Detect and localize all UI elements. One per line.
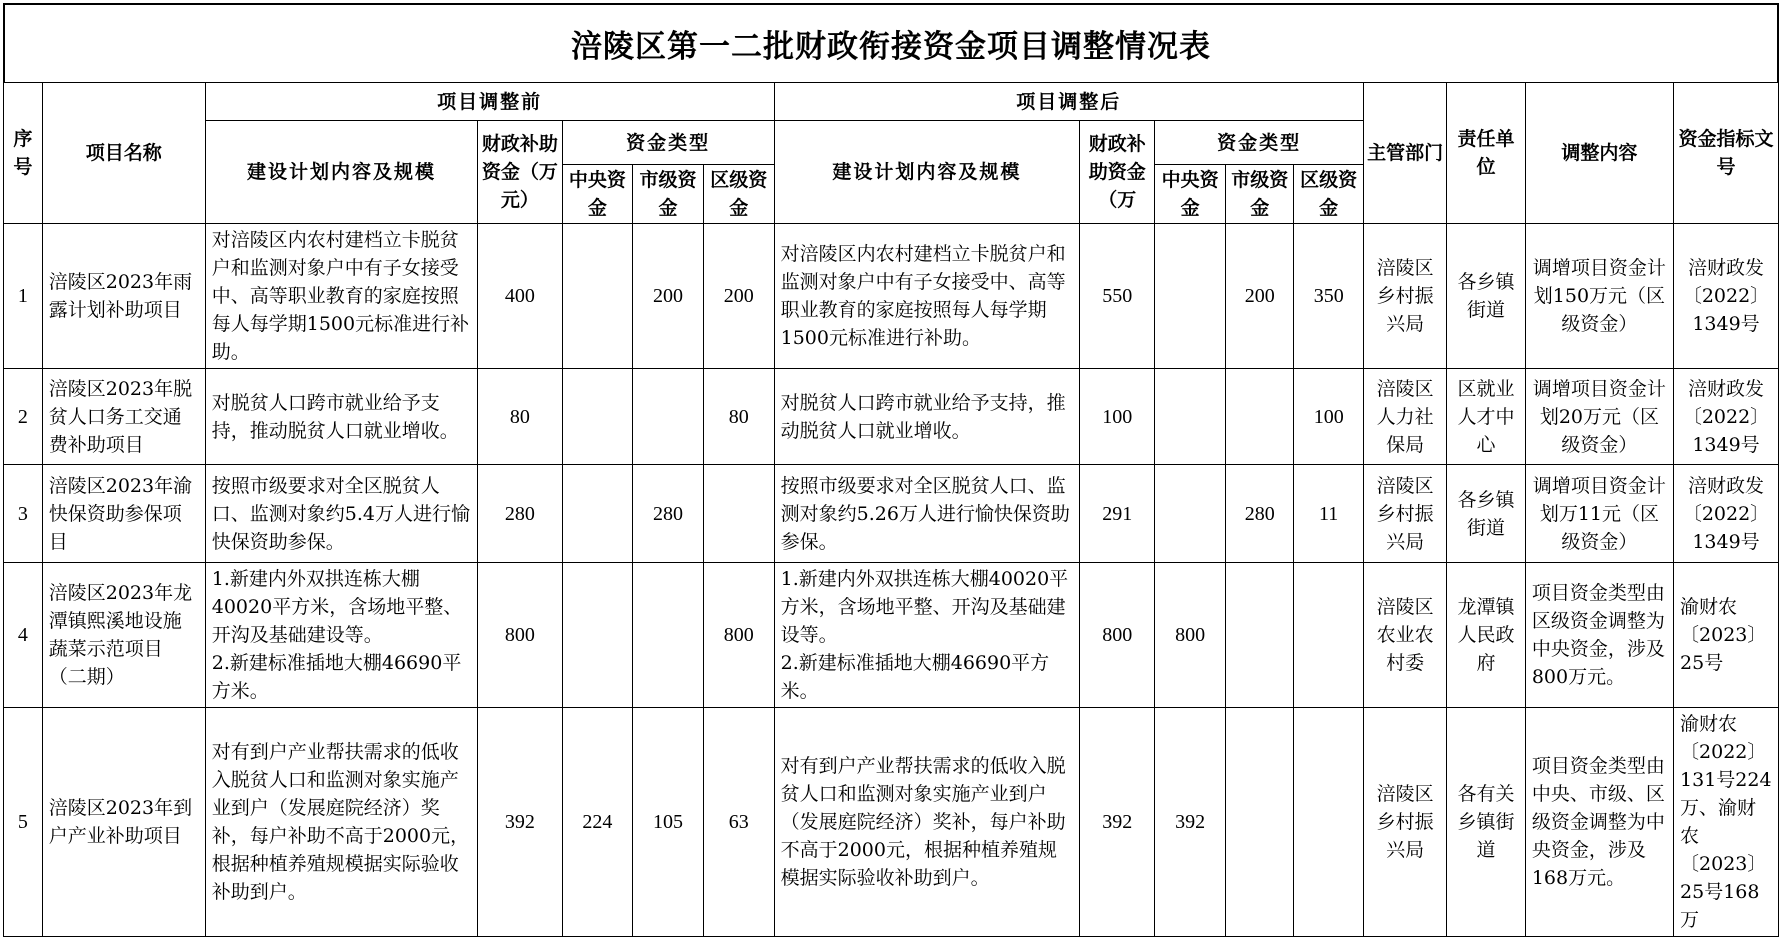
row-district-before: 200: [703, 224, 774, 369]
row-unit: 龙潭镇人民政府: [1447, 563, 1526, 708]
row-fund-before: 392: [478, 708, 562, 937]
row-central-before: [562, 563, 633, 708]
row-fund-before: 400: [478, 224, 562, 369]
row-plan-before: 对涪陵区内农村建档立卡脱贫户和监测对象户中有子女接受中、高等职业教育的家庭按照每人每学期1500元标准进行补助。: [205, 224, 477, 369]
row-central-after: [1155, 465, 1226, 563]
row-district-after: 11: [1294, 465, 1364, 563]
row-district-after: 100: [1294, 369, 1364, 465]
row-central-after: [1155, 224, 1226, 369]
header-seq: 序号: [4, 83, 43, 224]
header-plan-before: 建设计划内容及规模: [205, 121, 477, 224]
row-city-before: [633, 563, 704, 708]
row-plan-before: 对脱贫人口跨市就业给予支持，推动脱贫人口就业增收。: [205, 369, 477, 465]
row-city-after: [1226, 563, 1294, 708]
header-city-after: 市级资金: [1226, 165, 1294, 224]
row-central-after: 800: [1155, 563, 1226, 708]
header-dept: 主管部门: [1363, 83, 1446, 224]
row-dept: 涪陵区农业农村委: [1363, 563, 1446, 708]
row-dept: 涪陵区乡村振兴局: [1363, 708, 1446, 937]
header-adjust: 调整内容: [1525, 83, 1673, 224]
row-seq: 2: [4, 369, 43, 465]
header-type-before: 资金类型: [562, 121, 774, 165]
row-plan-after: 按照市级要求对全区脱贫人口、监测对象约5.26万人进行愉快保资助参保。: [774, 465, 1079, 563]
row-fund-before: 280: [478, 465, 562, 563]
row-project-name: 涪陵区2023年脱贫人口务工交通费补助项目: [42, 369, 205, 465]
row-unit: 各有关乡镇街道: [1447, 708, 1526, 937]
row-dept: 涪陵区人力社保局: [1363, 369, 1446, 465]
header-central-after: 中央资金: [1155, 165, 1226, 224]
header-central-before: 中央资金: [562, 165, 633, 224]
row-unit: 区就业人才中心: [1447, 369, 1526, 465]
row-plan-before: [205, 563, 477, 708]
plan-line: 2.新建标准插地大棚46690平方米。: [780, 652, 1050, 702]
row-city-after: [1226, 369, 1294, 465]
row-district-after: [1294, 708, 1364, 937]
row-adjust: 调增项目资金计划万11元（区级资金）: [1525, 465, 1673, 563]
row-plan-after: 对涪陵区内农村建档立卡脱贫户和监测对象户中有子女接受中、高等职业教育的家庭按照每人每学期1500元标准进行补助。: [774, 224, 1079, 369]
header-doc: 资金指标文号: [1674, 83, 1779, 224]
row-fund-after: 392: [1080, 708, 1155, 937]
row-fund-after: 800: [1080, 563, 1155, 708]
row-city-after: 200: [1226, 224, 1294, 369]
header-project-name: 项目名称: [42, 83, 205, 224]
row-fund-after: 100: [1080, 369, 1155, 465]
row-plan-after: 对有到户产业帮扶需求的低收入脱贫人口和监测对象实施产业到户（发展庭院经济）奖补，每户补助不高于2000元，根据种植养殖规模据实际验收补助到户。: [774, 708, 1079, 937]
header-after-group: 项目调整后: [774, 83, 1363, 121]
row-dept: 涪陵区乡村振兴局: [1363, 465, 1446, 563]
row-fund-before: 80: [478, 369, 562, 465]
row-seq: 3: [4, 465, 43, 563]
row-project-name: 涪陵区2023年渝快保资助参保项目: [42, 465, 205, 563]
header-unit: 责任单位: [1447, 83, 1526, 224]
table-row: [4, 563, 1779, 708]
row-adjust: 调增项目资金计划150万元（区级资金）: [1525, 224, 1673, 369]
row-doc: 渝财农〔2023〕25号: [1674, 563, 1779, 708]
row-district-before: [703, 465, 774, 563]
page-title: 涪陵区第一二批财政衔接资金项目调整情况表: [3, 3, 1779, 82]
row-central-before: [562, 224, 633, 369]
header-type-after: 资金类型: [1155, 121, 1364, 165]
row-project-name: 涪陵区2023年到户产业补助项目: [42, 708, 205, 937]
adjustment-table: [3, 82, 1779, 937]
plan-line: 2.新建标准插地大棚46690平方米。: [211, 652, 462, 702]
table-row: [4, 708, 1779, 937]
row-plan-before: 按照市级要求对全区脱贫人口、监测对象约5.4万人进行愉快保资助参保。: [205, 465, 477, 563]
funding-adjustment-sheet: [3, 3, 1779, 940]
row-city-before: 200: [633, 224, 704, 369]
row-central-before: [562, 369, 633, 465]
header-before-group: 项目调整前: [205, 83, 774, 121]
row-doc: 涪财政发〔2022〕1349号: [1674, 465, 1779, 563]
plan-line: 1.新建内外双拱连栋大棚40020平方米，含场地平整、开沟及基础建设等。: [211, 568, 463, 646]
table-row: [4, 369, 1779, 465]
row-central-before: 224: [562, 708, 633, 937]
row-district-before: 80: [703, 369, 774, 465]
row-city-after: 280: [1226, 465, 1294, 563]
header-district-before: 区级资金: [703, 165, 774, 224]
header-city-before: 市级资金: [633, 165, 704, 224]
row-central-after: 392: [1155, 708, 1226, 937]
row-fund-before: 800: [478, 563, 562, 708]
row-district-before: 63: [703, 708, 774, 937]
row-plan-after: 对脱贫人口跨市就业给予支持，推动脱贫人口就业增收。: [774, 369, 1079, 465]
row-city-before: 105: [633, 708, 704, 937]
row-district-before: 800: [703, 563, 774, 708]
row-unit: 各乡镇街道: [1447, 465, 1526, 563]
row-seq: 5: [4, 708, 43, 937]
row-doc: 涪财政发〔2022〕1349号: [1674, 369, 1779, 465]
header-plan-after: 建设计划内容及规模: [774, 121, 1079, 224]
row-city-before: 280: [633, 465, 704, 563]
row-adjust: 项目资金类型由区级资金调整为中央资金，涉及800万元。: [1525, 563, 1673, 708]
row-fund-after: 550: [1080, 224, 1155, 369]
header-district-after: 区级资金: [1294, 165, 1364, 224]
row-project-name: 涪陵区2023年雨露计划补助项目: [42, 224, 205, 369]
row-district-after: 350: [1294, 224, 1364, 369]
row-district-after: [1294, 563, 1364, 708]
table-row: [4, 224, 1779, 369]
row-central-after: [1155, 369, 1226, 465]
row-unit: 各乡镇街道: [1447, 224, 1526, 369]
row-adjust: 项目资金类型由中央、市级、区级资金调整为中央资金，涉及168万元。: [1525, 708, 1673, 937]
row-adjust: 调增项目资金计划20万元（区级资金）: [1525, 369, 1673, 465]
row-plan-before: 对有到户产业帮扶需求的低收入脱贫人口和监测对象实施产业到户（发展庭院经济）奖补，每户补助不高于2000元，根据种植养殖规模据实际验收补助到户。: [205, 708, 477, 937]
header-fund-after: 财政补助资金（万: [1080, 121, 1155, 224]
header-fund-before: 财政补助资金（万元）: [478, 121, 562, 224]
row-central-before: [562, 465, 633, 563]
row-seq: 1: [4, 224, 43, 369]
row-project-name: 涪陵区2023年龙潭镇熙溪地设施蔬菜示范项目（二期）: [42, 563, 205, 708]
plan-line: 1.新建内外双拱连栋大棚40020平方米，含场地平整、开沟及基础建设等。: [780, 568, 1069, 646]
row-dept: 涪陵区乡村振兴局: [1363, 224, 1446, 369]
table-row: [4, 465, 1779, 563]
row-seq: 4: [4, 563, 43, 708]
row-city-after: [1226, 708, 1294, 937]
row-doc: 涪财政发〔2022〕1349号: [1674, 224, 1779, 369]
row-fund-after: 291: [1080, 465, 1155, 563]
row-city-before: [633, 369, 704, 465]
row-plan-after: [774, 563, 1079, 708]
row-doc: 渝财农〔2022〕131号224万、渝财农〔2023〕25号168万: [1674, 708, 1779, 937]
